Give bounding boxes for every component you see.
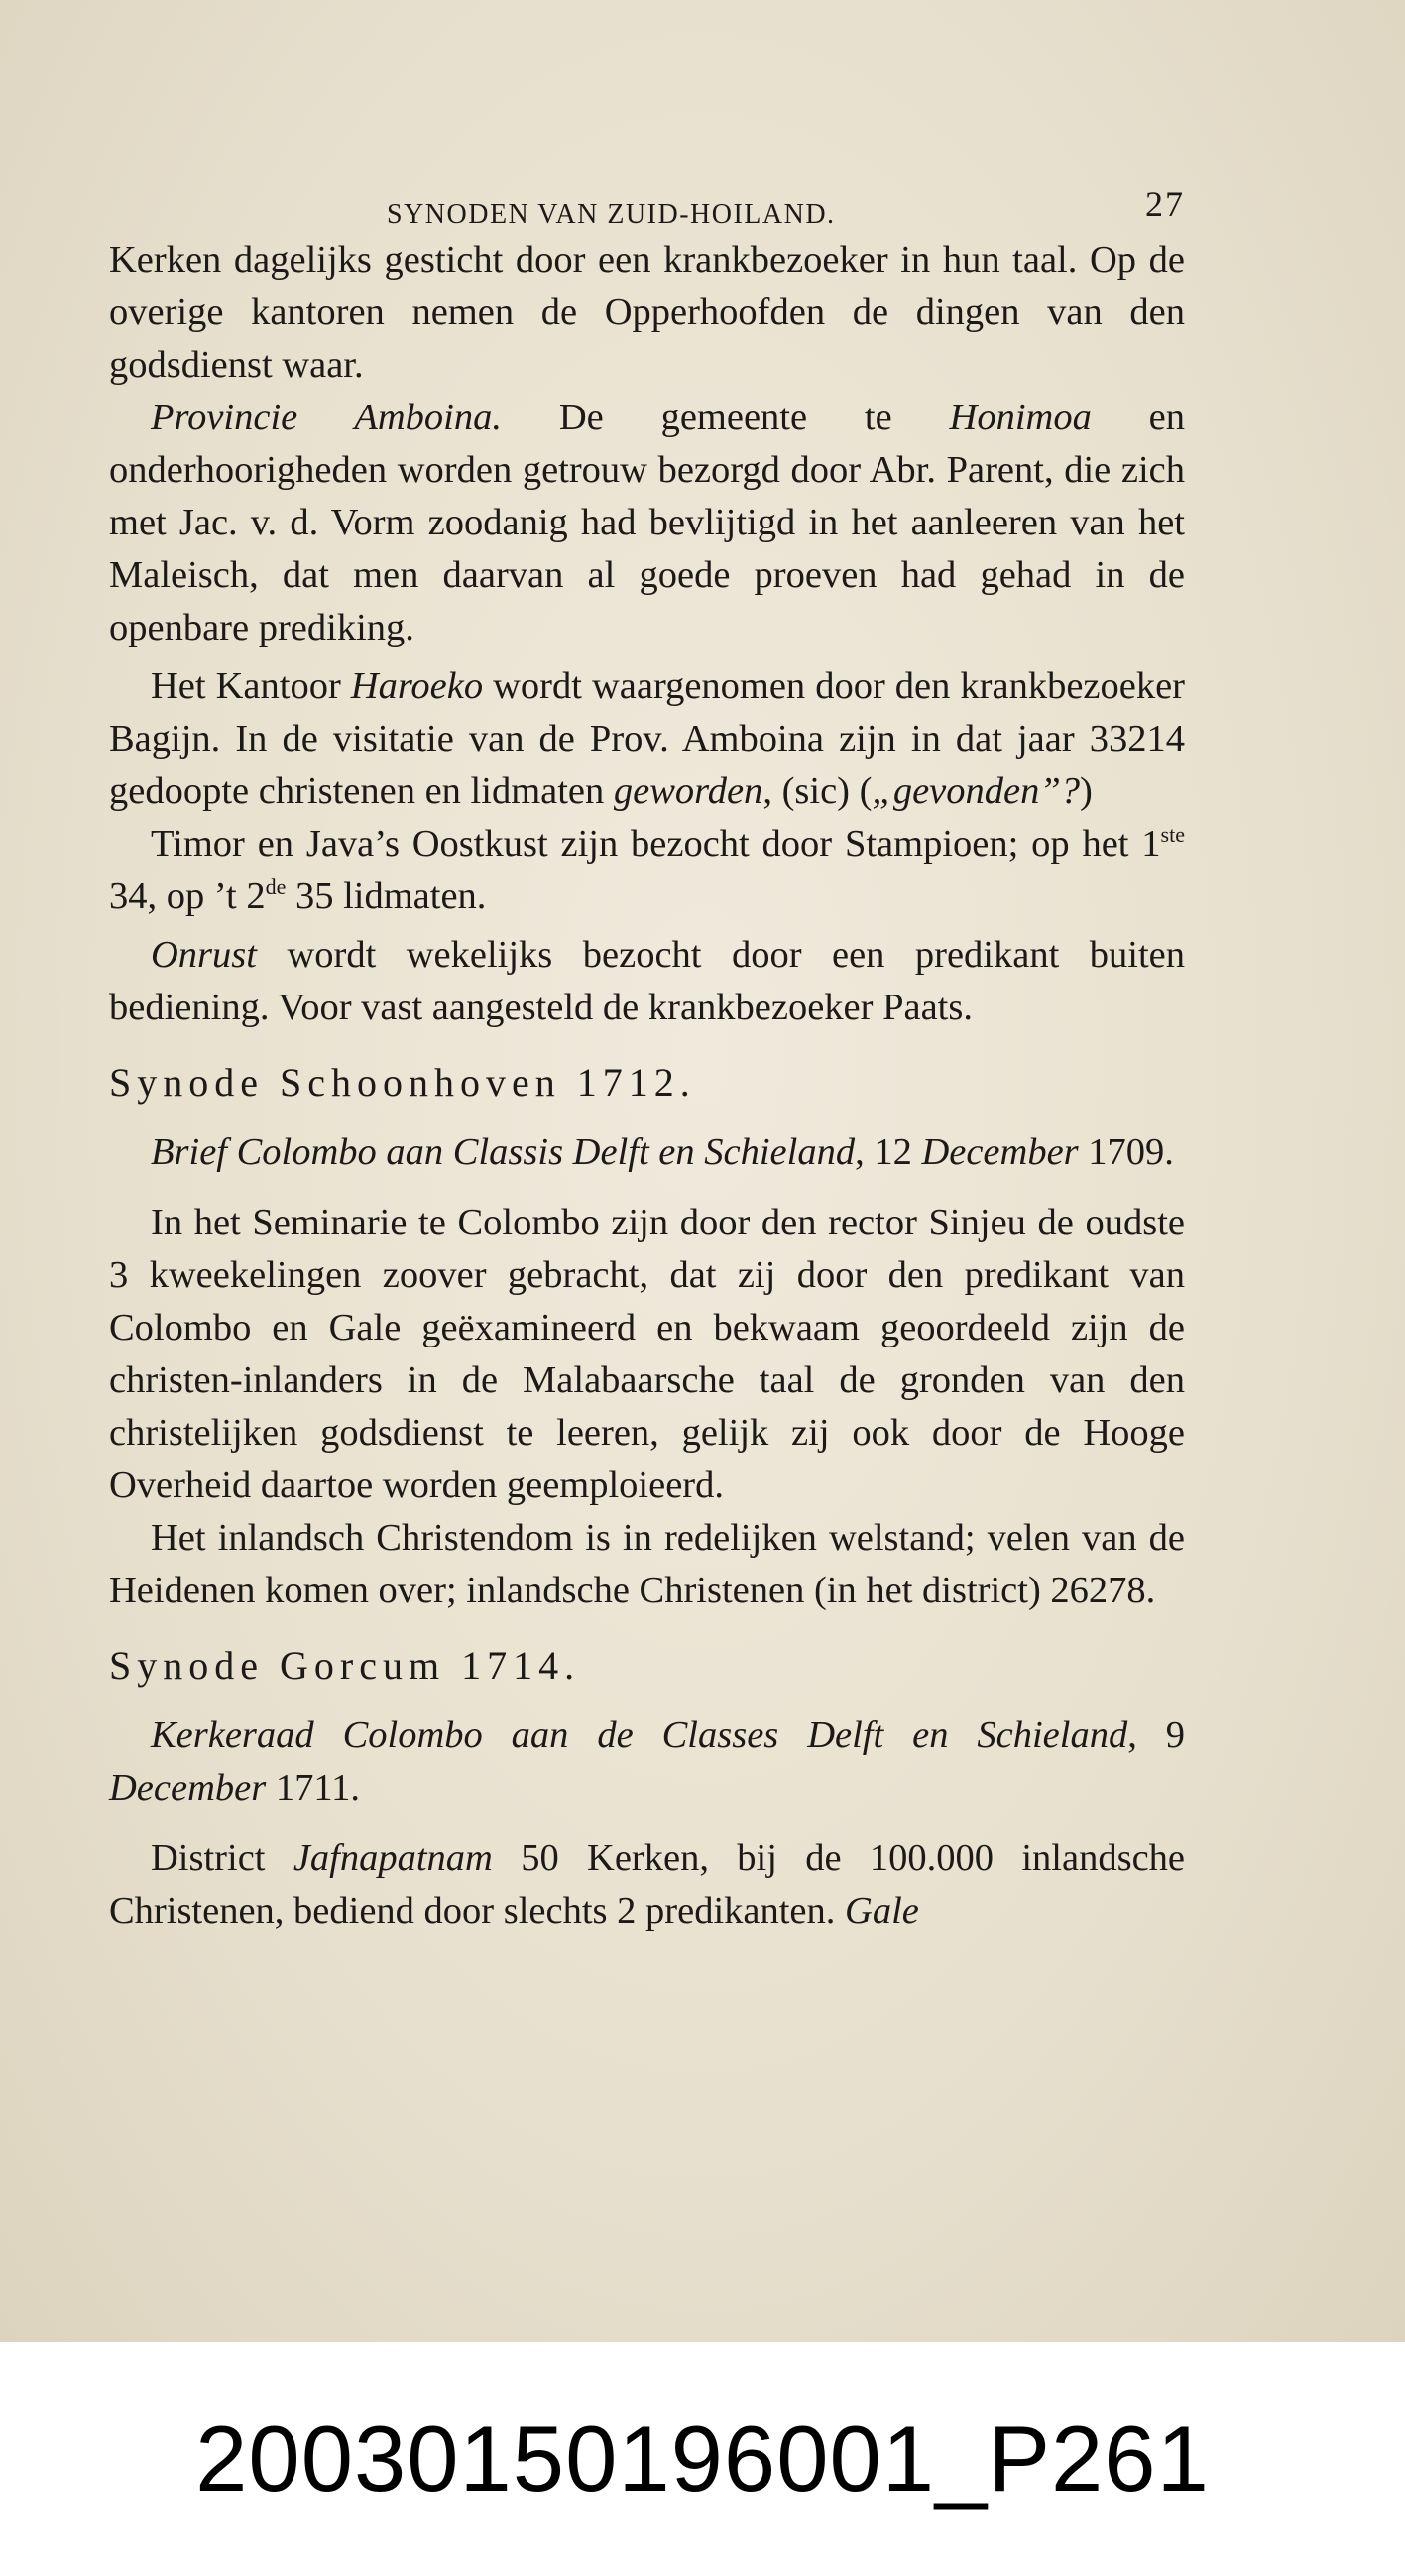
scan-identifier: 20030150196001_P261 xyxy=(195,2406,1210,2511)
paragraph: Timor en Java’s Oostkust zijn bezocht door Stampioen; op het 1ste 34, op ’t 2de 35 lidmaten. xyxy=(109,822,1185,917)
section-heading: Synode Schoonhoven 1712. xyxy=(109,1060,696,1105)
letter-reference: Brief Colombo aan Classis Delft en Schieland, 12 December 1709. xyxy=(151,1131,1174,1173)
page-text xyxy=(109,178,1185,1937)
paragraph: Het Kantoor Haroeko wordt waargenomen door den krankbezoeker Bagijn. In de visitatie van de Prov. Amboina zijn in dat jaar 33214 gedoopte christenen en lidmaten geworden, (sic) („gevonden”?) xyxy=(109,665,1185,812)
paragraph: In het Seminarie te Colombo zijn door den rector Sinjeu de oudste 3 kweekelingen zoover gebracht, dat zij door den predikant van Colombo en Gale geëxamineerd en bekwaam geoordeeld zijn de christen-inlanders in de Malabaarsche taal de gronden van den christelijken godsdienst te leeren, gelijk zij ook door de Hooge Overheid daartoe worden geemploieerd. xyxy=(109,1202,1185,1506)
running-head-title: SYNODEN VAN ZUID-HOILAND. xyxy=(387,199,836,230)
paragraph: Provincie Amboina. De gemeente te Honimoa en onderhoorigheden worden getrouw bezorgd door Abr. Parent, die zich met Jac. v. d. Vorm zoodanig had bevlijtigd in het aanleeren van het Maleisch, dat men daarvan al goede proeven had gehad in de openbare prediking. xyxy=(109,397,1185,648)
footer-strip xyxy=(0,2342,1405,2576)
letter-reference: Kerkeraad Colombo aan de Classes Delft en Schieland, 9 December 1711. xyxy=(109,1714,1186,1809)
running-head xyxy=(109,178,1185,234)
page-number: 27 xyxy=(1145,184,1185,224)
section-heading: Synode Gorcum 1714. xyxy=(109,1643,581,1688)
paragraph: District Jafnapatnam 50 Kerken, bij de 100.000 inlandsche Christenen, bediend door slechts 2 predikanten. Gale xyxy=(109,1837,1185,1932)
paragraph: Kerken dagelijks gesticht door een krankbezoeker in hun taal. Op de overige kantoren nemen de Opperhoofden de dingen van den godsdienst waar. xyxy=(109,239,1185,386)
paragraph: Het inlandsch Christendom is in redelijken welstand; velen van de Heidenen komen over; inlandsche Christenen (in het district) 26278. xyxy=(109,1517,1185,1611)
paragraph: Onrust wordt wekelijks bezocht door een predikant buiten bediening. Voor vast aangesteld de krankbezoeker Paats. xyxy=(109,934,1185,1028)
